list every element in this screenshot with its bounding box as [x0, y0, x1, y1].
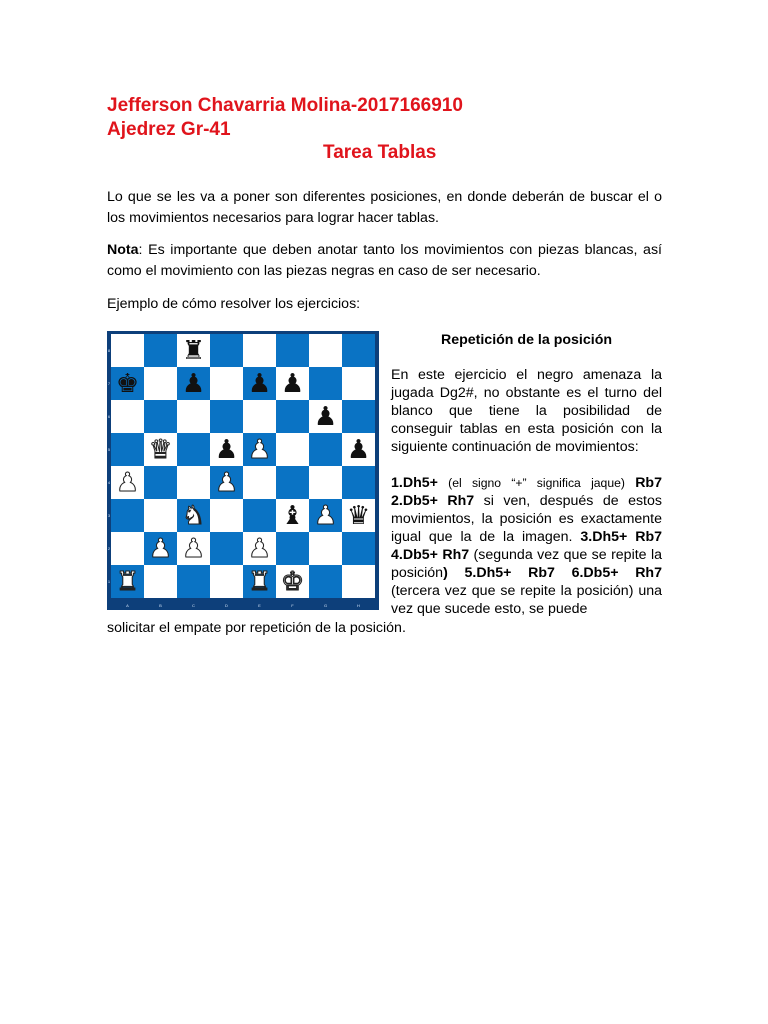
- black-pawn-icon: ♟: [346, 434, 371, 465]
- board-square-b2: [144, 532, 177, 565]
- board-square-e5: [243, 433, 276, 466]
- board-square-h5: [342, 433, 375, 466]
- board-square-c6: [177, 400, 210, 433]
- board-square-f4: [276, 466, 309, 499]
- board-square-h3: [342, 499, 375, 532]
- move-3: 3.Dh5+ Rb7: [580, 529, 662, 545]
- black-pawn-icon: ♟: [313, 401, 338, 432]
- board-square-f3: [276, 499, 309, 532]
- move-6-comment: (tercera vez que se repite la posición) una vez que sucede esto, se puede: [391, 583, 662, 617]
- board-square-h2: [342, 532, 375, 565]
- file-label: A: [126, 603, 129, 608]
- black-king-icon: ♚: [115, 368, 140, 399]
- board-square-f6: [276, 400, 309, 433]
- white-king-icon: ♚: [280, 566, 305, 597]
- board-square-a4: [111, 466, 144, 499]
- rank-label: 2: [107, 546, 111, 551]
- move-2-comment: si ven, después de estos movimientos, la posición es exactamente igual que la de la imagen.: [391, 493, 662, 545]
- board-square-e7: [243, 367, 276, 400]
- board-square-g5: [309, 433, 342, 466]
- author-heading: Jefferson Chavarria Molina-2017166910: [107, 95, 463, 116]
- board-square-c7: [177, 367, 210, 400]
- board-square-b1: [144, 565, 177, 598]
- note-paragraph: [107, 240, 662, 282]
- moves-5-6: 5.Dh5+ Rb7 6.Db5+ Rh7: [447, 565, 662, 581]
- file-label: F: [291, 603, 294, 608]
- white-knight-icon: ♞: [181, 500, 206, 531]
- white-pawn-icon: ♟: [247, 533, 272, 564]
- board-square-d1: [210, 565, 243, 598]
- black-pawn-icon: ♟: [214, 434, 239, 465]
- board-square-d8: [210, 334, 243, 367]
- white-pawn-icon: ♟: [115, 467, 140, 498]
- board-square-f7: [276, 367, 309, 400]
- board-square-d4: [210, 466, 243, 499]
- chess-board: [107, 331, 379, 610]
- intro-paragraph: Lo que se les va a poner son diferentes posiciones, en donde deberán de buscar el o los movimientos necesarios para lograr hacer tablas.: [107, 189, 662, 226]
- white-rook-icon: ♜: [115, 566, 140, 597]
- board-square-g6: [309, 400, 342, 433]
- board-square-a8: [111, 334, 144, 367]
- board-square-b4: [144, 466, 177, 499]
- white-pawn-icon: ♟: [181, 533, 206, 564]
- board-square-g7: [309, 367, 342, 400]
- board-square-c3: [177, 499, 210, 532]
- board-square-b3: [144, 499, 177, 532]
- white-pawn-icon: ♟: [313, 500, 338, 531]
- board-square-e4: [243, 466, 276, 499]
- board-square-g2: [309, 532, 342, 565]
- rank-label: 8: [107, 348, 111, 353]
- board-square-g1: [309, 565, 342, 598]
- board-square-f5: [276, 433, 309, 466]
- board-square-a2: [111, 532, 144, 565]
- black-rook-icon: ♜: [181, 335, 206, 366]
- rank-label: 4: [107, 480, 111, 485]
- board-square-h6: [342, 400, 375, 433]
- move-2: 2.Db5+ Rh7: [391, 493, 475, 509]
- file-label: B: [159, 603, 162, 608]
- board-square-a7: [111, 367, 144, 400]
- board-square-g8: [309, 334, 342, 367]
- rank-label: 7: [107, 381, 111, 386]
- black-bishop-icon: ♝: [280, 500, 305, 531]
- board-square-h4: [342, 466, 375, 499]
- exercise-moves: [391, 474, 662, 618]
- check-sign-note: (el signo “+” significa jaque): [437, 476, 636, 490]
- reply-1: Rb7: [635, 475, 662, 491]
- white-pawn-icon: ♟: [247, 434, 272, 465]
- board-square-d5: [210, 433, 243, 466]
- file-label: E: [258, 603, 261, 608]
- closing-parenthesis: ): [443, 565, 448, 581]
- board-square-e2: [243, 532, 276, 565]
- document-title: Tarea Tablas: [323, 142, 437, 163]
- board-square-b6: [144, 400, 177, 433]
- black-pawn-icon: ♟: [181, 368, 206, 399]
- board-square-e8: [243, 334, 276, 367]
- board-square-c4: [177, 466, 210, 499]
- board-square-a3: [111, 499, 144, 532]
- board-square-d7: [210, 367, 243, 400]
- board-square-f1: [276, 565, 309, 598]
- board-square-h1: [342, 565, 375, 598]
- board-square-h8: [342, 334, 375, 367]
- chess-board-grid: [111, 334, 375, 598]
- board-square-e6: [243, 400, 276, 433]
- board-square-f2: [276, 532, 309, 565]
- exercise-title: Repetición de la posición: [440, 332, 613, 348]
- white-queen-icon: ♛: [148, 434, 173, 465]
- white-pawn-icon: ♟: [214, 467, 239, 498]
- rank-label: 5: [107, 447, 111, 452]
- board-square-b8: [144, 334, 177, 367]
- course-heading: Ajedrez Gr-41: [107, 119, 231, 140]
- board-square-a5: [111, 433, 144, 466]
- board-square-a1: [111, 565, 144, 598]
- board-square-d6: [210, 400, 243, 433]
- exercise-description: En este ejercicio el negro amenaza la jugada Dg2#, no obstante es el turno del blanco que tiene la posibilidad de conseguir tablas en esta posición con la siguiente continuación de movimientos:: [391, 367, 662, 455]
- black-pawn-icon: ♟: [247, 368, 272, 399]
- board-square-e3: [243, 499, 276, 532]
- board-square-b7: [144, 367, 177, 400]
- board-square-c5: [177, 433, 210, 466]
- board-square-c1: [177, 565, 210, 598]
- example-intro: Ejemplo de cómo resolver los ejercicios:: [107, 296, 361, 312]
- file-label: D: [225, 603, 228, 608]
- board-square-a6: [111, 400, 144, 433]
- conclusion-line: solicitar el empate por repetición de la posición.: [107, 620, 406, 636]
- file-label: H: [357, 603, 360, 608]
- black-pawn-icon: ♟: [280, 368, 305, 399]
- rank-label: 1: [107, 579, 111, 584]
- board-square-c8: [177, 334, 210, 367]
- rank-label: 3: [107, 513, 111, 518]
- board-square-f8: [276, 334, 309, 367]
- move-4-comment: (segunda vez que se repite la posición: [391, 547, 663, 581]
- board-square-h7: [342, 367, 375, 400]
- note-text: : Es importante que deben anotar tanto los movimientos con piezas blancas, así como el movimiento con las piezas negras en caso de ser necesario.: [107, 242, 662, 279]
- rank-label: 6: [107, 414, 111, 419]
- board-square-g3: [309, 499, 342, 532]
- move-1: 1.Dh5+: [391, 475, 438, 491]
- move-4: 4.Db5+ Rh7: [391, 547, 470, 563]
- board-square-e1: [243, 565, 276, 598]
- board-square-b5: [144, 433, 177, 466]
- board-square-g4: [309, 466, 342, 499]
- file-label: C: [192, 603, 195, 608]
- board-square-d3: [210, 499, 243, 532]
- note-label: Nota: [107, 242, 139, 258]
- white-rook-icon: ♜: [247, 566, 272, 597]
- board-square-d2: [210, 532, 243, 565]
- file-label: G: [323, 603, 328, 608]
- black-queen-icon: ♛: [346, 500, 371, 531]
- board-square-c2: [177, 532, 210, 565]
- white-pawn-icon: ♟: [148, 533, 173, 564]
